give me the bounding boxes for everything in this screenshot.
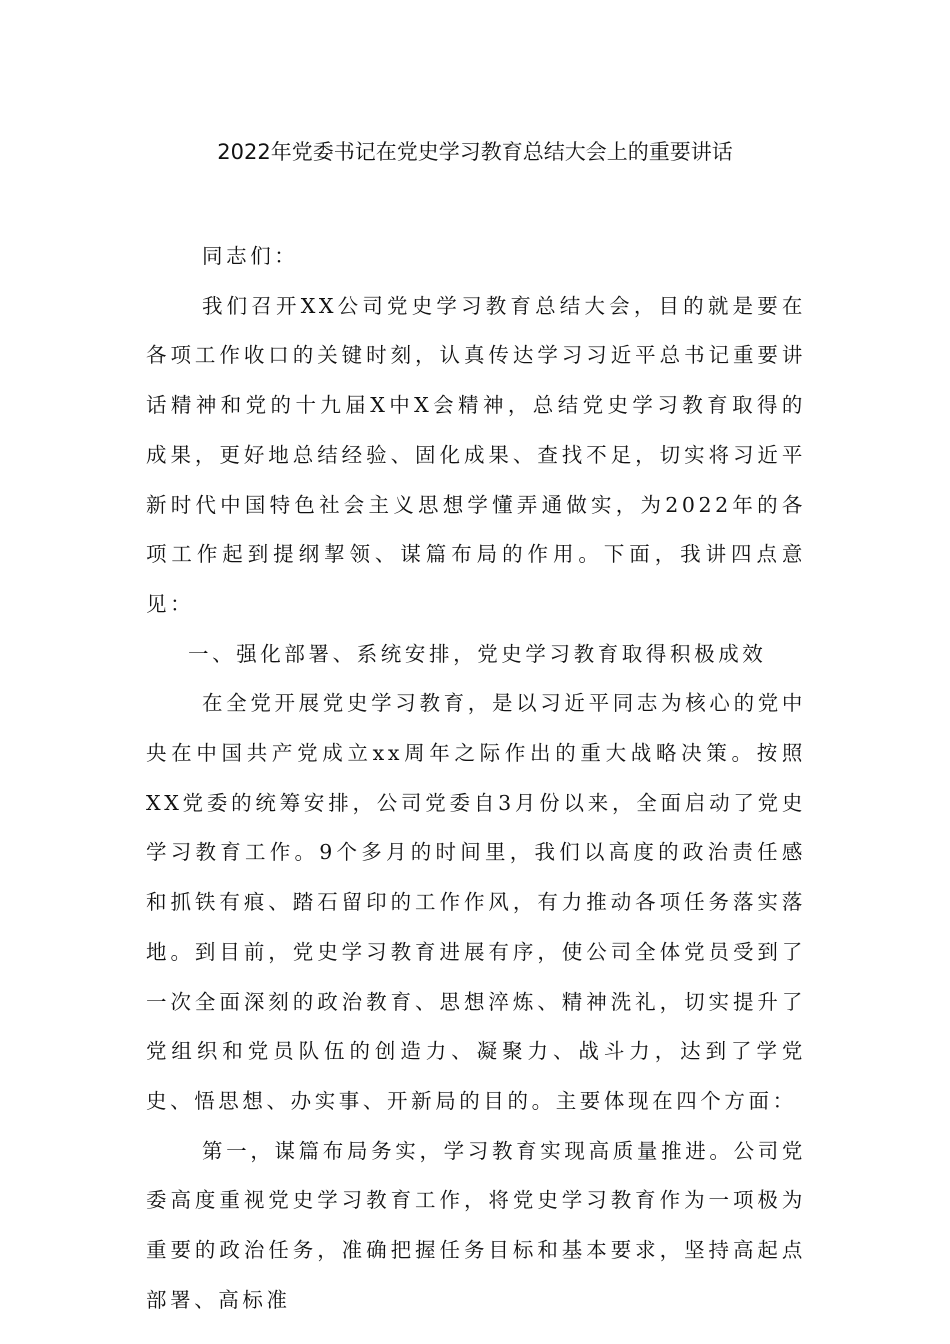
document-body [146, 232, 806, 1325]
document-title: 2022年党委书记在党史学习教育总结大会上的重要讲话 [217, 140, 733, 164]
body-paragraph: 第一，谋篇布局务实，学习教育实现高质量推进。公司党委高度重视党史学习教育工作，将党史学习教育作为一项极为重要的政治任务，准确把握任务目标和基本要求，坚持高起点部署、高标准 [146, 1138, 806, 1312]
salutation-paragraph: 同志们： [202, 244, 299, 268]
section-heading: 一、强化部署、系统安排，党史学习教育取得积极成效 [188, 641, 767, 666]
body-paragraph: 在全党开展党史学习教育，是以习近平同志为核心的党中央在中国共产党成立xx周年之际作出的重大战略决策。按照XX党委的统筹安排，公司党委自3月份以来，全面启动了党史学习教育工作。9个多月的时间里，我们以高度的政治责任感和抓铁有痕、踏石留印的工作作风，有力推动各项任务落实落地。到目前，党史学习教育进展有序，使公司全体党员受到了一次全面深刻的政治教育、思想淬炼、精神洗礼，切实提升了党组织和党员队伍的创造力、凝聚力、战斗力，达到了学党史、悟思想、办实事、开新局的目的。主要体现在四个方面： [146, 691, 806, 1113]
intro-paragraph: 我们召开XX公司党史学习教育总结大会，目的就是要在各项工作收口的关键时刻，认真传达学习习近平总书记重要讲话精神和党的十九届X中X会精神，总结党史学习教育取得的成果，更好地总结经验、固化成果、查找不足，切实将习近平新时代中国特色社会主义思想学懂弄通做实，为2022年的各项工作起到提纲挈领、谋篇布局的作用。下面，我讲四点意见： [146, 293, 806, 616]
